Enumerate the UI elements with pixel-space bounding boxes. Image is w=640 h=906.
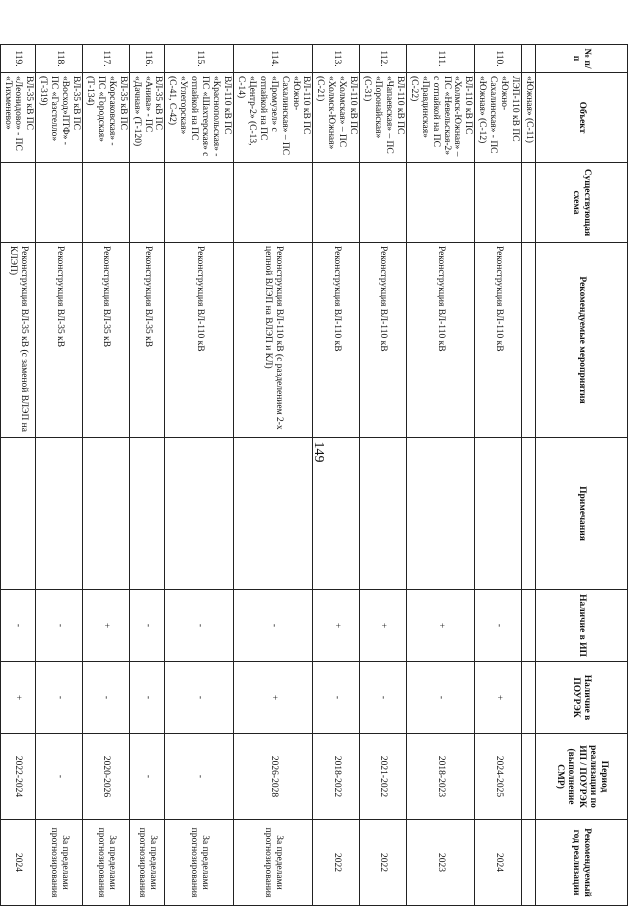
cell-scheme bbox=[522, 163, 536, 243]
cell-measures: Реконструкция ВЛ-35 кВ bbox=[36, 243, 83, 438]
cell-year: 2024 bbox=[475, 820, 522, 906]
cell-object: ВЛ-110 кВ ПС «Чапаевская» – ПС «Поронайская» (С-31) bbox=[360, 73, 407, 163]
cell-notes bbox=[313, 438, 360, 590]
cell-scheme bbox=[406, 163, 475, 243]
cell-period: - bbox=[36, 734, 83, 820]
cell-in-ip: - bbox=[0, 590, 36, 662]
cell-period: 2021-2022 bbox=[360, 734, 407, 820]
cell-year: За пределами прогнозирования bbox=[129, 820, 165, 906]
cell-object: ВЛ-35 кВ ПС «Анива» - ПС «Дачная» (Т-120) bbox=[129, 73, 165, 163]
cell-in-ip: - bbox=[475, 590, 522, 662]
table-row bbox=[83, 45, 130, 906]
cell-in-ip: + bbox=[406, 590, 475, 662]
cell-in-pourk: - bbox=[406, 662, 475, 734]
table-row bbox=[0, 45, 36, 906]
cell-num: 113. bbox=[313, 45, 360, 73]
cell-scheme bbox=[360, 163, 407, 243]
cell-object: ЛЭП-110 кВ ПС «Южно-Сахалинская» - ПС «Южная» (С-12) bbox=[475, 73, 522, 163]
header-in-pourk: Наличие в ПОУРЭК bbox=[536, 662, 628, 734]
cell-measures: Реконструкция ВЛ-35 кВ (с заменой ВЛЭП на КЛЭП) bbox=[0, 243, 36, 438]
cell-scheme bbox=[475, 163, 522, 243]
table-row bbox=[165, 45, 234, 906]
cell-in-pourk: - bbox=[360, 662, 407, 734]
cell-period: 2018-2023 bbox=[406, 734, 475, 820]
cell-period: - bbox=[165, 734, 234, 820]
cell-period: 2024-2025 bbox=[475, 734, 522, 820]
table-row bbox=[313, 45, 360, 906]
cell-in-ip bbox=[522, 590, 536, 662]
cell-year: 2023 bbox=[406, 820, 475, 906]
cell-period: 2018-2022 bbox=[313, 734, 360, 820]
cell-num: 111. bbox=[406, 45, 475, 73]
cell-year: За пределами прогнозирования bbox=[165, 820, 234, 906]
cell-period: 2020-2026 bbox=[83, 734, 130, 820]
cell-notes bbox=[129, 438, 165, 590]
cell-notes bbox=[406, 438, 475, 590]
cell-measures: Реконструкция ВЛ-110 кВ bbox=[406, 243, 475, 438]
cell-in-ip: - bbox=[234, 590, 313, 662]
header-notes: Примечания bbox=[536, 438, 628, 590]
cell-measures: Реконструкция ВЛ-35 кВ bbox=[129, 243, 165, 438]
cell-in-pourk: - bbox=[83, 662, 130, 734]
cell-measures: Реконструкция ВЛ-110 кВ bbox=[165, 243, 234, 438]
cell-measures: Реконструкция ВЛ-35 кВ bbox=[83, 243, 130, 438]
cell-notes bbox=[83, 438, 130, 590]
cell-object: ВЛ-110 кВ ПС «Южно-Сахалинская» – ПС «Промузел» с отпайкой на ПС «Центр-2» (С-13, С-14) bbox=[234, 73, 313, 163]
cell-scheme bbox=[313, 163, 360, 243]
cell-scheme bbox=[36, 163, 83, 243]
cell-num: 114. bbox=[234, 45, 313, 73]
cell-object: ВЛ-110 кВ ПС «Краснопольская» - ПС «Шахтерская» с отпайкой на ПС «Углегорская» (С-41, С-42) bbox=[165, 73, 234, 163]
cell-year: За пределами прогнозирования bbox=[36, 820, 83, 906]
table-row bbox=[234, 45, 313, 906]
cell-num: 115. bbox=[165, 45, 234, 73]
header-in-ip: Наличие в ИП bbox=[536, 590, 628, 662]
header-period: Период реализации по ИП / ПОУРЭК (выполнение СМР) bbox=[536, 734, 628, 820]
table-row bbox=[360, 45, 407, 906]
header-scheme: Существующая схема bbox=[536, 163, 628, 243]
cell-in-ip: - bbox=[165, 590, 234, 662]
cell-year: За пределами прогнозирования bbox=[83, 820, 130, 906]
cell-notes bbox=[475, 438, 522, 590]
document-table-wrapper bbox=[2, 44, 628, 905]
cell-object: «Южная» (С-11) bbox=[522, 73, 536, 163]
table-row-continuation bbox=[522, 45, 536, 906]
header-num: № п/п bbox=[536, 45, 628, 73]
cell-notes bbox=[360, 438, 407, 590]
cell-num: 110. bbox=[475, 45, 522, 73]
cell-in-ip: + bbox=[313, 590, 360, 662]
table-row bbox=[36, 45, 83, 906]
table-row bbox=[129, 45, 165, 906]
cell-notes bbox=[165, 438, 234, 590]
header-measures: Рекомендуемые мероприятия bbox=[536, 243, 628, 438]
cell-in-pourk bbox=[522, 662, 536, 734]
header-year: Рекомендуемый год реализации bbox=[536, 820, 628, 906]
cell-in-ip: - bbox=[36, 590, 83, 662]
cell-in-pourk: + bbox=[0, 662, 36, 734]
cell-scheme bbox=[83, 163, 130, 243]
cell-measures: Реконструкция ВЛ-110 кВ (с разделением 2-х цепной ВЛЭП на ВЛЭП и КЛ) bbox=[234, 243, 313, 438]
cell-measures bbox=[522, 243, 536, 438]
cell-num: 112. bbox=[360, 45, 407, 73]
cell-period: 2026-2028 bbox=[234, 734, 313, 820]
cell-in-pourk: - bbox=[36, 662, 83, 734]
header-object: Объект bbox=[536, 73, 628, 163]
cell-object: ВЛ-35 кВ ПС «Восход»ПТФ» - ПС «Газстелло» (Т-319) bbox=[36, 73, 83, 163]
cell-in-pourk: - bbox=[129, 662, 165, 734]
cell-scheme bbox=[234, 163, 313, 243]
cell-year bbox=[522, 820, 536, 906]
cell-object: ВЛ-110 кВ ПС «Холмск-Южная» – ПС «Невельская-2» с отпайкой на ПС «Правдинская» (С-22) bbox=[406, 73, 475, 163]
cell-measures: Реконструкция ВЛ-110 кВ bbox=[360, 243, 407, 438]
cell-scheme bbox=[0, 163, 36, 243]
cell-notes bbox=[522, 438, 536, 590]
cell-period: - bbox=[129, 734, 165, 820]
table-header-row bbox=[536, 45, 628, 906]
cell-measures: Реконструкция ВЛ-110 кВ bbox=[475, 243, 522, 438]
cell-in-pourk: + bbox=[475, 662, 522, 734]
cell-year: 2022 bbox=[313, 820, 360, 906]
cell-object: ВЛ-110 кВ ПС «Холмская» – ПС «Холмск-Южная» (С-21) bbox=[313, 73, 360, 163]
cell-year: 2024 bbox=[0, 820, 36, 906]
cell-scheme bbox=[129, 163, 165, 243]
cell-num: 117. bbox=[83, 45, 130, 73]
cell-in-pourk: + bbox=[234, 662, 313, 734]
cell-object: ВЛ-35 кВ ПС «Леонидово» - ПС «Тихменево» bbox=[0, 73, 36, 163]
cell-period bbox=[522, 734, 536, 820]
page-number: 149 bbox=[311, 441, 326, 463]
cell-year: 2022 bbox=[360, 820, 407, 906]
measures-table bbox=[0, 44, 628, 906]
table-body bbox=[0, 45, 535, 906]
cell-num: 116. bbox=[129, 45, 165, 73]
cell-in-pourk: - bbox=[165, 662, 234, 734]
cell-num bbox=[522, 45, 536, 73]
table-row bbox=[406, 45, 475, 906]
cell-in-ip: + bbox=[360, 590, 407, 662]
cell-notes bbox=[0, 438, 36, 590]
cell-in-ip: + bbox=[83, 590, 130, 662]
cell-year: За пределами прогнозирования bbox=[234, 820, 313, 906]
cell-measures: Реконструкция ВЛ-110 кВ bbox=[313, 243, 360, 438]
cell-in-ip: - bbox=[129, 590, 165, 662]
cell-notes bbox=[234, 438, 313, 590]
table-row bbox=[475, 45, 522, 906]
cell-notes bbox=[36, 438, 83, 590]
cell-object: ВЛ-35 кВ ПС «Корсаковская» - ПС «Городская» (Т-134) bbox=[83, 73, 130, 163]
cell-num: 119. bbox=[0, 45, 36, 73]
cell-in-pourk: - bbox=[313, 662, 360, 734]
cell-scheme bbox=[165, 163, 234, 243]
cell-num: 118. bbox=[36, 45, 83, 73]
cell-period: 2022-2024 bbox=[0, 734, 36, 820]
